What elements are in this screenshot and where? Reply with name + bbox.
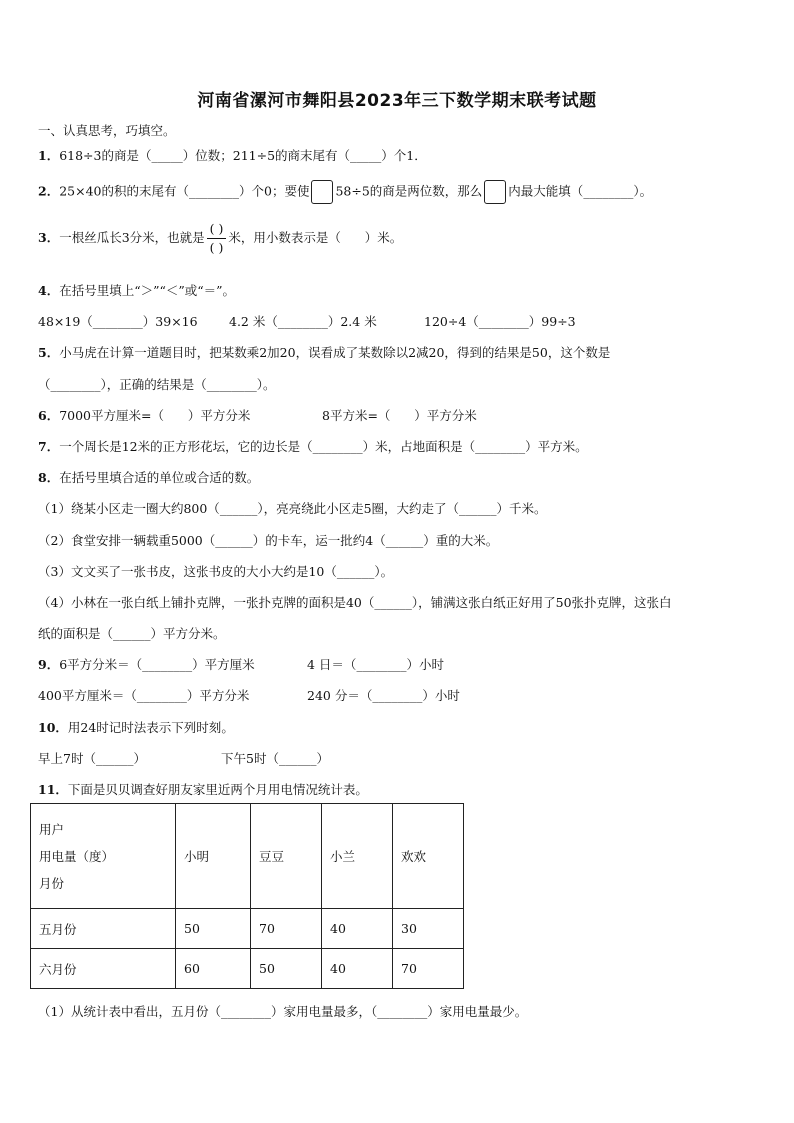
answer-box[interactable] (311, 180, 333, 204)
blank[interactable] (341, 230, 365, 245)
table-header-diagonal: 用户 用电量（度） 月份 (31, 804, 176, 909)
compare-item: 48×19（________）39×16 (38, 314, 198, 329)
question-3: 3．一根丝瓜长3分米，也就是 $\frac{( )}{( )}$ 米，用小数表示是（ ）米。 (38, 221, 403, 255)
compare-item: 120÷4（________）99÷3 (424, 314, 576, 329)
blank[interactable]: ______ (219, 501, 258, 516)
question-10-b: 下午5时（______） (221, 751, 329, 766)
table-cell: 50 (251, 949, 322, 989)
question-8-1: （1）绕某小区走一圈大约800（______），亮亮绕此小区走5圈，大约走了（______）千米。 (38, 501, 547, 516)
table-col-header: 欢欢 (393, 804, 464, 909)
blank[interactable]: ______ (336, 564, 375, 579)
answer-box[interactable] (484, 180, 506, 204)
table-row-label: 五月份 (31, 909, 176, 949)
question-10: 10．用24时记时法表示下列时刻。 (38, 720, 234, 735)
page-title: 河南省漯河市舞阳县2023年三下数学期末联考试题 (197, 91, 597, 111)
blank[interactable]: _____ (350, 148, 382, 163)
question-5: 5．小马虎在计算一道题目时，把某数乘2加20，误看成了某数除以2减20，得到的结果是50，这个数是 (38, 345, 611, 360)
blank[interactable]: ______ (385, 533, 424, 548)
compare-item: 4.2 米（________）2.4 米 (229, 314, 377, 329)
blank[interactable]: ________ (312, 439, 363, 454)
table-cell: 50 (176, 909, 251, 949)
question-8-3: （3）文文买了一张书皮，这张书皮的大小大约是10（______）。 (38, 564, 394, 579)
blank[interactable]: ______ (278, 751, 317, 766)
question-9-c: 400平方厘米＝（________）平方分米 (38, 688, 250, 703)
blank[interactable]: ________ (377, 1004, 428, 1019)
blank[interactable] (164, 408, 188, 423)
question-8-4: （4）小林在一张白纸上铺扑克牌，一张扑克牌的面积是40（______），铺满这张白纸正好用了50张扑克牌，这张白 (38, 595, 672, 610)
blank[interactable]: ________ (206, 377, 257, 392)
blank[interactable]: ______ (374, 595, 412, 610)
blank[interactable]: ________ (372, 688, 423, 703)
question-2: 2．25×40的积的末尾有（________）个0；要使 58÷5的商是两位数，那么 内最大能填（________）。 (38, 180, 652, 204)
blank[interactable]: _____ (151, 148, 183, 163)
question-6: 6．7000平方厘米=（ ）平方分米 (38, 408, 251, 423)
question-9: 9．6平方分米＝（________）平方厘米 (38, 657, 255, 672)
blank[interactable]: ________ (189, 183, 239, 199)
table-cell: 40 (322, 949, 393, 989)
question-6-b: 8平方米=（ ）平方分米 (322, 408, 477, 423)
blank[interactable]: ______ (113, 626, 151, 641)
blank[interactable]: ________ (475, 439, 526, 454)
blank[interactable]: ______ (95, 751, 134, 766)
blank[interactable]: ________ (220, 1004, 271, 1019)
question-11: 11．下面是贝贝调查好朋友家里近两个月用电情况统计表。 (38, 782, 368, 797)
blank[interactable]: ________ (478, 314, 529, 329)
table-row-label: 六月份 (31, 949, 176, 989)
question-5-cont: （________），正确的结果是（________）。 (38, 377, 276, 392)
table-row (31, 949, 464, 989)
question-9-b: 4 日＝（________）小时 (307, 657, 444, 672)
blank[interactable]: ________ (583, 183, 634, 199)
question-8: 8．在括号里填合适的单位或合适的数。 (38, 470, 260, 485)
blank[interactable]: ________ (142, 657, 193, 672)
table-cell: 30 (393, 909, 464, 949)
table-col-header: 小明 (176, 804, 251, 909)
question-7: 7．一个周长是12米的正方形花坛，它的边长是（________）米，占地面积是（________）平方米。 (38, 439, 588, 454)
blank[interactable] (390, 408, 414, 423)
blank[interactable]: ________ (92, 314, 143, 329)
question-1: 1．618÷3的商是（_____）位数；211÷5的商末尾有（_____）个1． (38, 148, 427, 163)
table-col-header: 小兰 (322, 804, 393, 909)
question-8-2: （2）食堂安排一辆载重5000（______）的卡车，运一批约4（______）重的大米。 (38, 533, 499, 548)
table-col-header: 豆豆 (251, 804, 322, 909)
table-cell: 70 (393, 949, 464, 989)
table-row (31, 909, 464, 949)
fraction-blank[interactable]: $\frac{( )}{( )}$ (207, 220, 227, 257)
question-10-a: 早上7时（______） (38, 751, 146, 766)
blank[interactable]: ______ (215, 533, 253, 548)
question-4: 4．在括号里填上“＞”“＜”或“＝”。 (38, 283, 236, 298)
blank[interactable]: ________ (356, 657, 407, 672)
electricity-table (30, 803, 464, 989)
blank[interactable]: ________ (136, 688, 187, 703)
question-11-1: （1）从统计表中看出，五月份（________）家用电量最多，（________）家用电量最少。 (38, 1004, 528, 1019)
table-cell: 40 (322, 909, 393, 949)
question-8-4-cont: 纸的面积是（______）平方分米。 (38, 626, 226, 641)
blank[interactable]: ______ (459, 501, 497, 516)
table-cell: 60 (176, 949, 251, 989)
question-9-d: 240 分＝（________）小时 (307, 688, 460, 703)
table-cell: 70 (251, 909, 322, 949)
blank[interactable]: ________ (277, 314, 328, 329)
blank[interactable]: ________ (50, 377, 101, 392)
section-heading: 一、认真思考，巧填空。 (38, 123, 176, 138)
